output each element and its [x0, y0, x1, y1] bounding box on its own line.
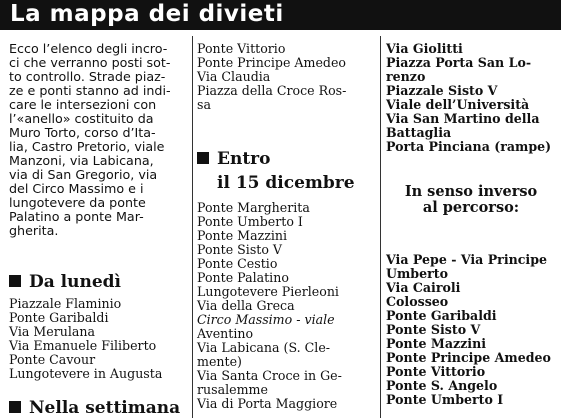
section-heading-percorso: al percorso:: [422, 199, 520, 216]
list-item: Ponte Vittorio: [197, 41, 286, 56]
list-item: Ponte Umberto I: [197, 214, 303, 229]
list-item: Ponte Mazzini: [386, 336, 487, 351]
square-bullet-icon: [9, 401, 21, 413]
list-item: Via Giolitti: [386, 41, 463, 56]
list-item: Viale dell’Università: [386, 97, 530, 112]
intro-line: ze e ponti stanno ad indi-: [9, 83, 171, 98]
intro-line: lungotevere da ponte: [9, 195, 146, 210]
square-bullet-icon: [9, 275, 21, 287]
list-item: Piazzale Flaminio: [9, 296, 122, 311]
section-heading-da-lunedi: Da lunedì: [9, 273, 121, 291]
intro-line: l’«anello» costituito da: [9, 111, 154, 126]
list-item: Porta Pinciana (rampe): [386, 139, 552, 154]
list-item: Ponte Vittorio: [386, 364, 486, 379]
list-item: sa: [197, 97, 211, 112]
list-item: renzo: [386, 69, 426, 84]
list-item: Piazzale Sisto V: [386, 83, 498, 98]
intro-line: Palatino a ponte Mar-: [9, 209, 144, 224]
list-item: Lungotevere Pierleoni: [197, 284, 339, 299]
list-item: Ponte Sisto V: [197, 242, 283, 257]
title-bar: [0, 0, 561, 30]
list-item: Ponte Cestio: [197, 256, 278, 271]
list-item: Ponte Garibaldi: [9, 310, 109, 325]
list-item: Battaglia: [386, 125, 452, 140]
list-item: Aventino: [197, 326, 254, 341]
section-heading-entro: Entro: [197, 150, 270, 168]
list-item: Ponte Margherita: [197, 200, 310, 215]
list-item: Via Claudia: [197, 69, 271, 84]
list-item: Via Merulana: [9, 324, 96, 339]
intro-line: to controllo. Strade piaz-: [9, 69, 166, 84]
list-item: mente): [197, 354, 242, 369]
list-item: Ponte Umberto I: [386, 392, 504, 407]
section-heading-senso-inverso: In senso inverso: [404, 183, 538, 200]
list-item: Ponte S. Angelo: [386, 378, 498, 393]
intro-line: via di San Gregorio, via: [9, 167, 158, 182]
intro-line: Ecco l’elenco degli incro-: [9, 41, 168, 56]
intro-line: ci che verranno posti sot-: [9, 55, 171, 70]
column-divider: [380, 36, 381, 418]
list-item: Circo Massimo - viale: [197, 312, 335, 327]
list-item: Umberto: [386, 266, 448, 281]
intro-line: gherita.: [9, 223, 59, 238]
intro-line: care le intersezioni con: [9, 97, 157, 112]
list-item: Piazza della Croce Ros-: [197, 83, 347, 98]
list-item: Lungotevere in Augusta: [9, 366, 163, 381]
list-item: Ponte Mazzini: [197, 228, 288, 243]
list-item: Via Cairoli: [386, 280, 461, 295]
list-item: Via Pepe - Via Principe: [386, 252, 548, 267]
list-item: Via Santa Croce in Ge-: [197, 368, 342, 383]
list-item: Ponte Garibaldi: [386, 308, 497, 323]
list-item: Ponte Principe Amedeo: [386, 350, 551, 365]
list-item: Ponte Palatino: [197, 270, 289, 285]
square-bullet-icon: [197, 152, 209, 164]
list-item: Ponte Cavour: [9, 352, 96, 367]
list-item: Piazza Porta San Lo-: [386, 55, 532, 70]
list-item: Via di Porta Maggiore: [197, 396, 338, 411]
list-item: Via della Greca: [197, 298, 295, 313]
section-heading-nella-settimana: Nella settimana: [9, 399, 180, 417]
list-item: Ponte Principe Amedeo: [197, 55, 346, 70]
list-item: rusalemme: [197, 382, 268, 397]
list-item: Via Labicana (S. Cle-: [197, 340, 331, 355]
intro-line: del Circo Massimo e i: [9, 181, 144, 196]
intro-line: Muro Torto, corso d’Ita-: [9, 125, 156, 140]
list-item: Via Emanuele Filiberto: [9, 338, 157, 353]
list-item: Ponte Sisto V: [386, 322, 481, 337]
intro-line: lia, Castro Pretorio, viale: [9, 139, 165, 154]
column-divider: [192, 36, 193, 418]
intro-line: Manzoni, via Labicana,: [9, 153, 154, 168]
list-item: Colosseo: [386, 294, 449, 309]
list-item: Via San Martino della: [386, 111, 540, 126]
section-heading-entro-date: il 15 dicembre: [217, 173, 355, 193]
page-title: La mappa dei divieti: [10, 1, 284, 27]
